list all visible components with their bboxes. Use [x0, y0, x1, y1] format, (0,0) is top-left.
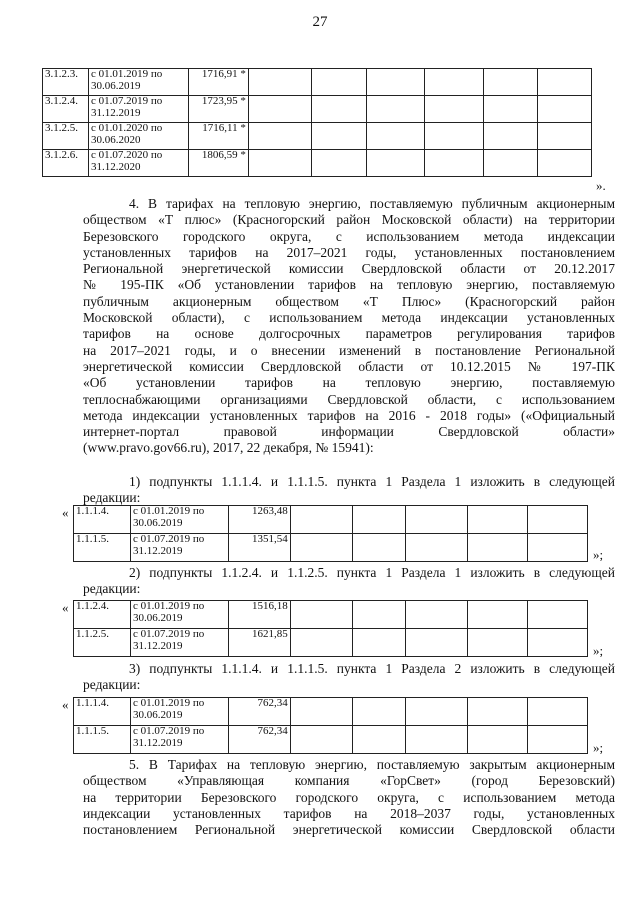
text-line: обществом «Управляющая компания «ГорСвет» (город Березовский) [83, 773, 615, 789]
row-value: 1621,85 [228, 629, 290, 657]
paragraph-5 [83, 757, 615, 838]
tariff-table-item-3 [73, 697, 588, 754]
empty-cell [352, 534, 406, 562]
tariff-table-item-1 [73, 505, 588, 562]
empty-cell [484, 96, 538, 123]
row-period [130, 534, 228, 562]
empty-cell [311, 150, 366, 177]
period-line: с 01.01.2020 по [90, 122, 163, 134]
empty-cell [425, 123, 484, 150]
text-line: редакции: [83, 490, 141, 506]
empty-cell [538, 123, 592, 150]
empty-cell [290, 629, 352, 657]
empty-cell [352, 726, 406, 754]
row-value: 1716,91 * [188, 69, 248, 96]
item-1-close-mark: »; [593, 547, 604, 562]
row-period [130, 698, 228, 726]
row-period [88, 123, 188, 150]
row-code: 3.1.2.6. [43, 150, 89, 177]
text-line: 4. В тарифах на тепловую энергию, поставляемую публичным акционерным [129, 196, 615, 211]
period-line: с 01.07.2019 по [90, 95, 163, 107]
table-row [43, 96, 592, 123]
empty-cell [425, 69, 484, 96]
item-3-open-mark: « [62, 697, 69, 712]
empty-cell [538, 69, 592, 96]
empty-cell [366, 150, 425, 177]
empty-cell [366, 123, 425, 150]
row-period [130, 506, 228, 534]
period-line: 31.12.2019 [132, 639, 183, 652]
table-row [74, 726, 588, 754]
empty-cell [290, 534, 352, 562]
empty-cell [468, 506, 528, 534]
empty-cell [352, 698, 406, 726]
empty-cell [311, 69, 366, 96]
text-line: публичным акционерным обществом «Т Плюс» (Красногорский район [83, 293, 615, 309]
period-line: с 01.01.2019 по [132, 697, 205, 709]
empty-cell [406, 534, 468, 562]
text-line: 5. В Тарифах на тепловую энергию, поставляемую закрытым акционерным [129, 757, 615, 772]
period-line: 31.12.2019 [132, 736, 183, 749]
text-line: на территории Березовского городского округа, с использованием метода [83, 789, 615, 805]
row-value: 762,34 [228, 698, 290, 726]
empty-cell [425, 150, 484, 177]
empty-cell [352, 506, 406, 534]
empty-cell [311, 123, 366, 150]
text-line: Московской области), с использованием метода индексации установленных [83, 310, 615, 326]
row-period [88, 96, 188, 123]
row-value: 762,34 [228, 726, 290, 754]
item-1-open-mark: « [62, 505, 69, 520]
row-value: 1716,11 * [188, 123, 248, 150]
text-line: энергетической комиссии Свердловской области от 10.12.2015 № 197-ПК [83, 358, 615, 374]
row-code: 1.1.1.4. [74, 698, 131, 726]
item-3-close-mark: »; [593, 740, 604, 755]
empty-cell [406, 726, 468, 754]
text-line: редакции: [83, 581, 141, 597]
period-line: 30.06.2019 [132, 708, 183, 721]
empty-cell [352, 629, 406, 657]
empty-cell [468, 534, 528, 562]
text-line: установленных тарифов на 2017–2021 годы, установленных постановлением [83, 244, 615, 260]
empty-cell [528, 534, 588, 562]
row-code: 1.1.1.5. [74, 726, 131, 754]
empty-cell [290, 726, 352, 754]
empty-cell [248, 69, 311, 96]
empty-cell [484, 69, 538, 96]
period-line: 30.06.2019 [132, 516, 183, 529]
period-line: с 01.07.2019 по [132, 533, 205, 545]
table-row [43, 123, 592, 150]
row-code: 1.1.2.5. [74, 629, 131, 657]
empty-cell [484, 150, 538, 177]
text-line: редакции: [83, 677, 141, 693]
row-code: 3.1.2.5. [43, 123, 89, 150]
text-line: 1) подпункты 1.1.1.4. и 1.1.1.5. пункта 1 Раздела 1 изложить в следующей [129, 474, 615, 489]
empty-cell [528, 601, 588, 629]
table-row [74, 698, 588, 726]
empty-cell [352, 601, 406, 629]
empty-cell [528, 698, 588, 726]
empty-cell [468, 601, 528, 629]
empty-cell [538, 96, 592, 123]
text-line: 3) подпункты 1.1.1.4. и 1.1.1.5. пункта 1 Раздела 2 изложить в следующей [129, 661, 615, 676]
table-row [74, 534, 588, 562]
empty-cell [528, 506, 588, 534]
empty-cell [290, 698, 352, 726]
row-period [88, 150, 188, 177]
table-row [74, 601, 588, 629]
item-2-open-mark: « [62, 600, 69, 615]
row-code: 3.1.2.3. [43, 69, 89, 96]
text-line: интернет-портал правовой информации Свердловской области» [83, 424, 615, 440]
empty-cell [406, 506, 468, 534]
page-number: 27 [312, 14, 328, 30]
row-value: 1351,54 [228, 534, 290, 562]
paragraph-4 [83, 196, 615, 457]
period-line: 31.12.2019 [132, 544, 183, 557]
tariff-table-top [42, 68, 592, 177]
row-value: 1806,59 * [188, 150, 248, 177]
empty-cell [406, 698, 468, 726]
text-line: тарифов на основе долгосрочных параметров регулирования тарифов [83, 326, 615, 342]
text-line: метода индексации установленных тарифов на 2016 - 2018 годы» («Официальный [83, 407, 615, 423]
empty-cell [425, 96, 484, 123]
empty-cell [528, 629, 588, 657]
period-line: с 01.01.2019 по [132, 505, 205, 517]
table-close-mark: ». [596, 178, 606, 193]
row-value: 1263,48 [228, 506, 290, 534]
empty-cell [468, 698, 528, 726]
text-line: 2) подпункты 1.1.2.4. и 1.1.2.5. пункта 1 Раздела 1 изложить в следующей [129, 565, 615, 580]
text-line: № 195-ПК «Об установлении тарифов на тепловую энергию, поставляемую [83, 277, 615, 293]
period-line: 30.06.2020 [90, 133, 141, 146]
period-line: с 01.01.2019 по [132, 600, 205, 612]
table-row [74, 506, 588, 534]
empty-cell [406, 601, 468, 629]
period-line: 30.06.2019 [132, 611, 183, 624]
item-2-close-mark: »; [593, 643, 604, 658]
period-line: 31.12.2020 [90, 160, 141, 173]
table-row [74, 629, 588, 657]
empty-cell [290, 506, 352, 534]
row-code: 1.1.2.4. [74, 601, 131, 629]
empty-cell [248, 96, 311, 123]
row-period [130, 601, 228, 629]
empty-cell [248, 150, 311, 177]
row-code: 1.1.1.5. [74, 534, 131, 562]
row-period [88, 69, 188, 96]
empty-cell [248, 123, 311, 150]
text-line: «Об установлении тарифов на тепловую энергию, поставляемую [83, 375, 615, 391]
text-line: обществом «Т плюс» (Красногорский район Московской области) на территории [83, 212, 615, 228]
empty-cell [406, 629, 468, 657]
text-line: (www.pravo.gov66.ru), 2017, 22 декабря, № 15941): [83, 440, 374, 456]
text-line: теплоснабжающими организациями Свердловской области, с использованием [83, 391, 615, 407]
text-line: индексации установленных тарифов на 2018–2037 годы, установленных [83, 805, 615, 821]
period-line: с 01.01.2019 по [90, 68, 163, 80]
text-line: на 2017–2021 годы, и о внесении изменений в постановление Региональной [83, 342, 615, 358]
empty-cell [366, 96, 425, 123]
table-row [43, 69, 592, 96]
row-code: 3.1.2.4. [43, 96, 89, 123]
row-period [130, 629, 228, 657]
empty-cell [311, 96, 366, 123]
tariff-table-item-2 [73, 600, 588, 657]
period-line: с 01.07.2020 по [90, 149, 163, 161]
empty-cell [468, 629, 528, 657]
empty-cell [528, 726, 588, 754]
text-line: постановлением Региональной энергетической комиссии Свердловской области [83, 822, 615, 838]
row-period [130, 726, 228, 754]
item-3-text [83, 661, 615, 694]
period-line: 31.12.2019 [90, 106, 141, 119]
item-1-text [83, 474, 615, 507]
empty-cell [468, 726, 528, 754]
table-row [43, 150, 592, 177]
period-line: 30.06.2019 [90, 79, 141, 92]
row-value: 1516,18 [228, 601, 290, 629]
empty-cell [290, 601, 352, 629]
text-line: Березовского городского округа, с использованием метода индексации [83, 228, 615, 244]
row-code: 1.1.1.4. [74, 506, 131, 534]
empty-cell [538, 150, 592, 177]
period-line: с 01.07.2019 по [132, 628, 205, 640]
text-line: Региональной энергетической комиссии Свердловской области от 20.12.2017 [83, 261, 615, 277]
row-value: 1723,95 * [188, 96, 248, 123]
empty-cell [484, 123, 538, 150]
period-line: с 01.07.2019 по [132, 725, 205, 737]
item-2-text [83, 565, 615, 598]
empty-cell [366, 69, 425, 96]
